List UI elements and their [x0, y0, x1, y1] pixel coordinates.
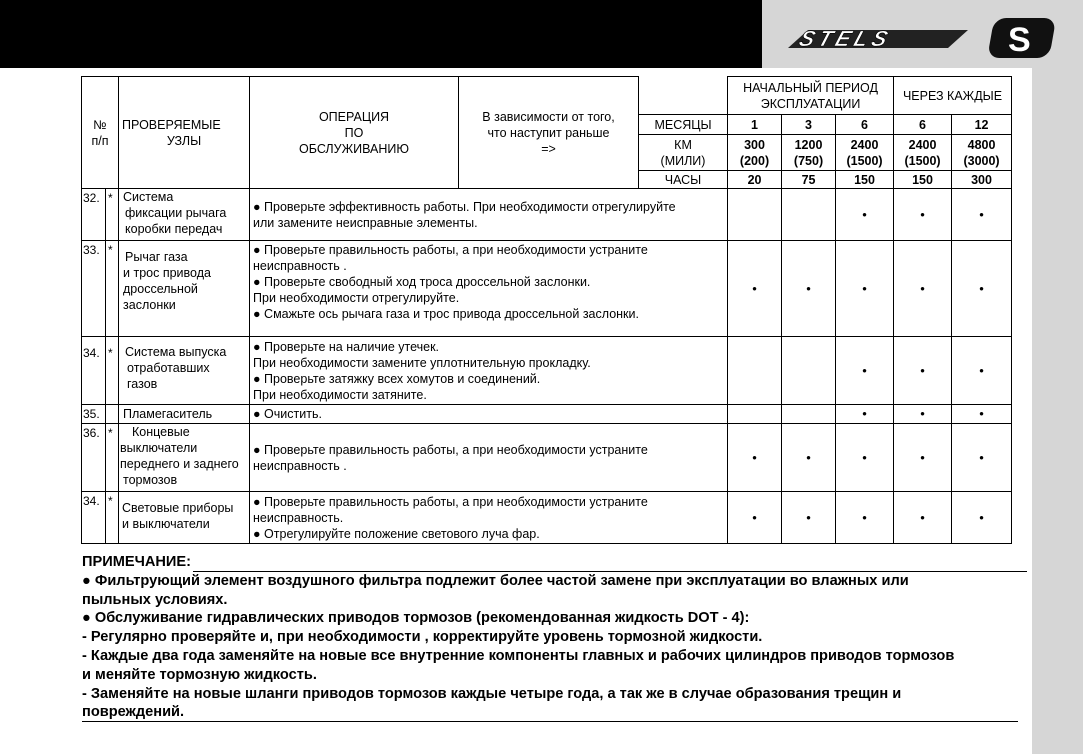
schedule-mark: • [782, 241, 836, 337]
header-operation: ОПЕРАЦИЯ ПО ОБСЛУЖИВАНИЮ [250, 77, 459, 189]
km-value: 1200 (750) [782, 135, 836, 171]
hours-value: 75 [782, 171, 836, 189]
notes-heading: ПРИМЕЧАНИЕ: [82, 553, 1027, 572]
schedule-mark: • [894, 405, 952, 424]
row-operations: ● Очистить. [250, 405, 728, 424]
row-operations: ● Проверьте эффективность работы. При необходимости отрегулируйте или замените неисправные элементы. [250, 189, 728, 241]
svg-text:S: S [1008, 21, 1031, 59]
schedule-mark: • [836, 405, 894, 424]
schedule-mark: • [782, 424, 836, 492]
schedule-mark: • [952, 424, 1012, 492]
schedule-mark: • [894, 189, 952, 241]
header-initial-period: НАЧАЛЬНЫЙ ПЕРИОД ЭКСПЛУАТАЦИИ [728, 77, 894, 115]
km-value: 2400 (1500) [894, 135, 952, 171]
row-operations: ● Проверьте правильность работы, а при необходимости устраните неисправность . ● Проверьте свободный ход троса дроссельной заслонки. При необходимости отрегулируйте. ● Смажьте ось рычага газа и трос привода дроссельной заслонки. [250, 241, 728, 337]
note-paragraph: пыльных условиях. [82, 591, 228, 608]
row-number: 34. [82, 337, 106, 405]
row-marker: * [106, 424, 119, 492]
km-value: 2400 (1500) [836, 135, 894, 171]
schedule-mark: • [836, 337, 894, 405]
header-condition: В зависимости от того, что наступит раньше => [459, 77, 639, 189]
row-unit: Световые приборы и выключатели [119, 492, 250, 544]
table-row [82, 492, 1012, 544]
header-number: № п/п [82, 77, 119, 189]
schedule-mark: • [952, 337, 1012, 405]
schedule-mark: • [952, 189, 1012, 241]
row-unit: Рычаг газа и трос привода дроссельной заслонки [119, 241, 250, 337]
row-marker: * [106, 492, 119, 544]
schedule-mark: • [728, 424, 782, 492]
note-paragraph: повреждений. [82, 704, 185, 721]
logo-s-emblem-icon [987, 18, 1056, 59]
month-value: 6 [836, 115, 894, 135]
row-marker [106, 405, 119, 424]
svg-text:STELS: STELS [796, 26, 895, 51]
schedule-mark: • [894, 337, 952, 405]
table-row [82, 241, 1012, 337]
note-paragraph: - Каждые два года заменяйте на новые все внутренние компоненты главных и рабочих цилиндров приводов тормозов [82, 647, 955, 664]
schedule-mark [782, 405, 836, 424]
row-unit: Система фиксации рычага коробки передач [119, 189, 250, 241]
row-marker: * [106, 241, 119, 337]
schedule-mark: • [952, 492, 1012, 544]
hours-value: 150 [894, 171, 952, 189]
row-unit: Пламегаситель [119, 405, 250, 424]
table-row [82, 189, 1012, 241]
bottom-rule [82, 721, 1018, 722]
header-units: ПРОВЕРЯЕМЫЕ УЗЛЫ [119, 77, 250, 189]
row-unit: Система выпуска отработавших газов [119, 337, 250, 405]
schedule-mark [728, 405, 782, 424]
notes-section [82, 553, 1027, 722]
schedule-mark: • [728, 492, 782, 544]
month-value: 1 [728, 115, 782, 135]
side-margin-strip [1032, 68, 1083, 754]
schedule-mark: • [836, 492, 894, 544]
schedule-mark [728, 189, 782, 241]
row-operations: ● Проверьте правильность работы, а при необходимости устраните неисправность. ● Отрегулируйте положение светового луча фар. [250, 492, 728, 544]
hours-value: 150 [836, 171, 894, 189]
row-number: 36. [82, 424, 106, 492]
row-unit: Концевые выключатели переднего и заднего тормозов [119, 424, 250, 492]
note-paragraph: ● Фильтрующий элемент воздушного фильтра подлежит более частой замене при эксплуатации во влажных или [82, 572, 909, 589]
km-value: 4800 (3000) [952, 135, 1012, 171]
row-marker: * [106, 337, 119, 405]
stels-logo [778, 8, 1068, 64]
logo-wordmark [788, 27, 968, 51]
row-number: 35. [82, 405, 106, 424]
row-number: 32. [82, 189, 106, 241]
hours-value: 20 [728, 171, 782, 189]
row-operations: ● Проверьте на наличие утечек. При необходимости замените уплотнительную прокладку. ● Проверьте затяжку всех хомутов и соединений. При необходимости затяните. [250, 337, 728, 405]
row-operations: ● Проверьте правильность работы, а при необходимости устраните неисправность . [250, 424, 728, 492]
month-value: 3 [782, 115, 836, 135]
row-number: 34. [82, 492, 106, 544]
maintenance-schedule-table [81, 76, 1012, 544]
hours-label: ЧАСЫ [639, 171, 728, 189]
note-paragraph: ● Обслуживание гидравлических приводов тормозов (рекомендованная жидкость DOT - 4): [82, 610, 750, 627]
schedule-mark: • [894, 424, 952, 492]
hours-value: 300 [952, 171, 1012, 189]
schedule-mark: • [836, 189, 894, 241]
months-label: МЕСЯЦЫ [639, 115, 728, 135]
schedule-mark: • [836, 241, 894, 337]
schedule-mark: • [782, 492, 836, 544]
table-row [82, 424, 1012, 492]
schedule-mark [782, 337, 836, 405]
schedule-mark: • [894, 241, 952, 337]
schedule-mark: • [836, 424, 894, 492]
schedule-mark: • [894, 492, 952, 544]
header-row-1 [82, 77, 1012, 115]
schedule-mark: • [728, 241, 782, 337]
note-paragraph: - Регулярно проверяйте и, при необходимости , корректируйте уровень тормозной жидкости. [82, 629, 763, 646]
note-paragraph: - Заменяйте на новые шланги приводов тормозов каждые четыре года, а так же в случае образования трещин и [82, 685, 902, 702]
schedule-mark: • [952, 241, 1012, 337]
table-row [82, 405, 1012, 424]
note-paragraph: и меняйте тормозную жидкость. [82, 666, 317, 683]
schedule-mark [728, 337, 782, 405]
schedule-mark [782, 189, 836, 241]
km-label: КМ (МИЛИ) [639, 135, 728, 171]
schedule-mark: • [952, 405, 1012, 424]
header-every: ЧЕРЕЗ КАЖДЫЕ [894, 77, 1012, 115]
row-number: 33. [82, 241, 106, 337]
table-row [82, 337, 1012, 405]
row-marker: * [106, 189, 119, 241]
month-value: 6 [894, 115, 952, 135]
month-value: 12 [952, 115, 1012, 135]
km-value: 300 (200) [728, 135, 782, 171]
